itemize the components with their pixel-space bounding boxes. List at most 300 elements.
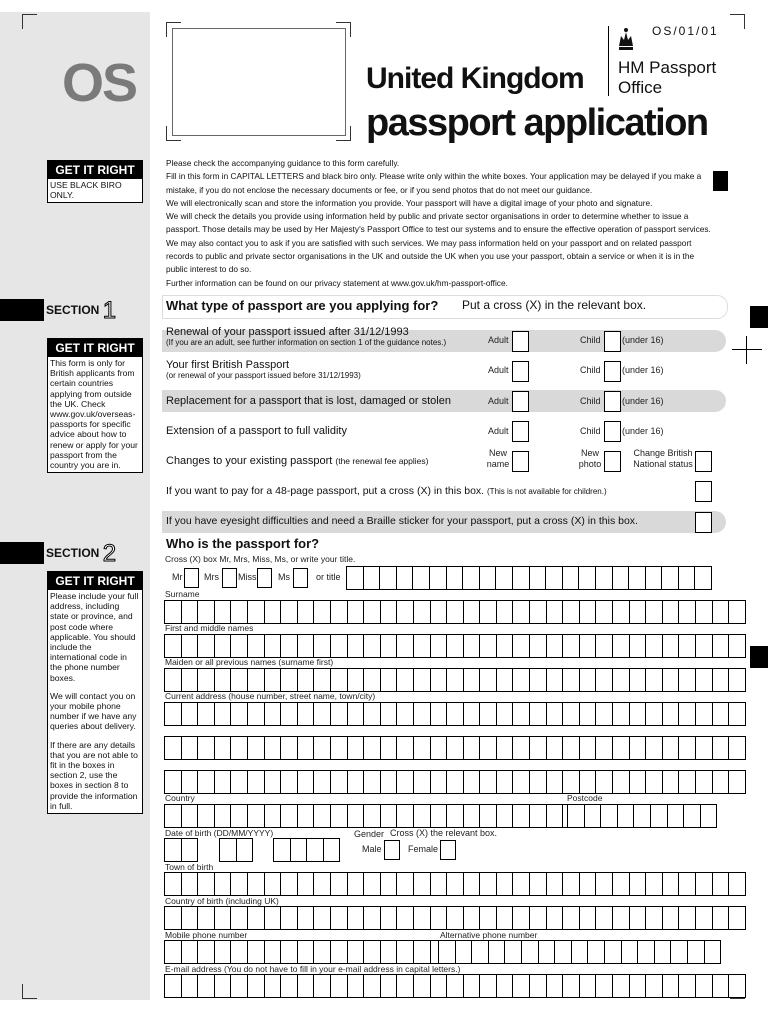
char-cell[interactable] [381, 669, 398, 691]
char-cell[interactable] [298, 941, 315, 963]
char-cell[interactable] [364, 703, 381, 725]
char-cell[interactable] [198, 805, 215, 827]
char-cell[interactable] [513, 737, 530, 759]
char-cell[interactable] [530, 873, 547, 895]
char-cell[interactable] [348, 975, 365, 997]
title-mr-checkbox[interactable] [184, 568, 199, 588]
char-cell[interactable] [464, 669, 481, 691]
char-cell[interactable] [364, 907, 381, 929]
char-cell[interactable] [646, 567, 663, 589]
char-cell[interactable] [414, 669, 431, 691]
char-cell[interactable] [547, 907, 564, 929]
char-cell[interactable] [646, 635, 663, 657]
char-cell[interactable] [381, 771, 398, 793]
char-cell[interactable] [314, 941, 331, 963]
char-cell[interactable] [513, 567, 530, 589]
char-cell[interactable] [348, 941, 365, 963]
char-cell[interactable] [248, 703, 265, 725]
char-cell[interactable] [596, 873, 613, 895]
char-cell[interactable] [198, 669, 215, 691]
char-cell[interactable] [182, 941, 199, 963]
char-cell[interactable] [248, 805, 265, 827]
char-cell[interactable] [298, 975, 315, 997]
char-cell[interactable] [265, 635, 282, 657]
char-cell[interactable] [439, 941, 456, 963]
first-adult-checkbox[interactable] [512, 361, 529, 382]
char-cell[interactable] [464, 635, 481, 657]
char-cell[interactable] [596, 737, 613, 759]
char-cell[interactable] [729, 737, 745, 759]
char-cell[interactable] [324, 839, 340, 861]
char-cell[interactable] [348, 873, 365, 895]
char-cell[interactable] [165, 635, 182, 657]
char-cell[interactable] [497, 635, 514, 657]
char-cell[interactable] [456, 941, 473, 963]
char-cell[interactable] [696, 771, 713, 793]
char-cell[interactable] [497, 669, 514, 691]
char-cell[interactable] [397, 737, 414, 759]
char-cell[interactable] [182, 839, 198, 861]
char-cell[interactable] [381, 703, 398, 725]
char-cell[interactable] [729, 703, 745, 725]
char-cell[interactable] [634, 805, 651, 827]
char-cell[interactable] [431, 669, 448, 691]
char-cell[interactable] [331, 873, 348, 895]
char-cell[interactable] [729, 635, 745, 657]
char-cell[interactable] [414, 907, 431, 929]
char-cell[interactable] [414, 601, 431, 623]
char-cell[interactable] [348, 805, 365, 827]
address-line-3-input[interactable] [164, 770, 746, 794]
char-cell[interactable] [668, 805, 685, 827]
char-cell[interactable] [547, 703, 564, 725]
char-cell[interactable] [265, 975, 282, 997]
char-cell[interactable] [215, 601, 232, 623]
char-cell[interactable] [580, 771, 597, 793]
char-cell[interactable] [547, 873, 564, 895]
char-cell[interactable] [563, 737, 580, 759]
char-cell[interactable] [480, 873, 497, 895]
char-cell[interactable] [671, 941, 688, 963]
char-cell[interactable] [613, 567, 630, 589]
char-cell[interactable] [348, 737, 365, 759]
char-cell[interactable] [563, 873, 580, 895]
char-cell[interactable] [215, 805, 232, 827]
char-cell[interactable] [613, 873, 630, 895]
char-cell[interactable] [165, 771, 182, 793]
char-cell[interactable] [497, 601, 514, 623]
char-cell[interactable] [464, 703, 481, 725]
char-cell[interactable] [414, 805, 431, 827]
char-cell[interactable] [713, 669, 730, 691]
char-cell[interactable] [314, 601, 331, 623]
char-cell[interactable] [198, 873, 215, 895]
char-cell[interactable] [215, 941, 232, 963]
char-cell[interactable] [513, 771, 530, 793]
char-cell[interactable] [397, 907, 414, 929]
char-cell[interactable] [613, 907, 630, 929]
char-cell[interactable] [215, 975, 232, 997]
char-cell[interactable] [585, 805, 602, 827]
char-cell[interactable] [464, 975, 481, 997]
char-cell[interactable] [281, 737, 298, 759]
char-cell[interactable] [248, 737, 265, 759]
char-cell[interactable] [472, 941, 489, 963]
char-cell[interactable] [281, 805, 298, 827]
char-cell[interactable] [231, 703, 248, 725]
char-cell[interactable] [397, 941, 414, 963]
char-cell[interactable] [248, 635, 265, 657]
char-cell[interactable] [679, 737, 696, 759]
char-cell[interactable] [281, 873, 298, 895]
maiden-names-input[interactable] [164, 668, 746, 692]
char-cell[interactable] [314, 669, 331, 691]
char-cell[interactable] [198, 601, 215, 623]
char-cell[interactable] [182, 771, 199, 793]
char-cell[interactable] [198, 771, 215, 793]
char-cell[interactable] [231, 941, 248, 963]
renewal-child-checkbox[interactable] [604, 331, 621, 352]
change-status-checkbox[interactable] [695, 451, 712, 472]
char-cell[interactable] [530, 805, 547, 827]
char-cell[interactable] [580, 737, 597, 759]
char-cell[interactable] [613, 771, 630, 793]
char-cell[interactable] [530, 669, 547, 691]
char-cell[interactable] [480, 703, 497, 725]
char-cell[interactable] [464, 907, 481, 929]
char-cell[interactable] [348, 635, 365, 657]
char-cell[interactable] [630, 907, 647, 929]
char-cell[interactable] [496, 567, 513, 589]
char-cell[interactable] [298, 635, 315, 657]
char-cell[interactable] [237, 839, 253, 861]
char-cell[interactable] [198, 635, 215, 657]
char-cell[interactable] [497, 737, 514, 759]
char-cell[interactable] [613, 669, 630, 691]
char-cell[interactable] [215, 737, 232, 759]
char-cell[interactable] [705, 941, 721, 963]
char-cell[interactable] [646, 873, 663, 895]
char-cell[interactable] [480, 737, 497, 759]
char-cell[interactable] [580, 873, 597, 895]
char-cell[interactable] [480, 635, 497, 657]
char-cell[interactable] [480, 975, 497, 997]
char-cell[interactable] [655, 941, 672, 963]
char-cell[interactable] [314, 635, 331, 657]
char-cell[interactable] [663, 601, 680, 623]
char-cell[interactable] [348, 771, 365, 793]
char-cell[interactable] [447, 635, 464, 657]
address-line-1-input[interactable] [164, 702, 746, 726]
char-cell[interactable] [713, 635, 730, 657]
char-cell[interactable] [298, 805, 315, 827]
title-miss-checkbox[interactable] [257, 568, 272, 588]
char-cell[interactable] [281, 771, 298, 793]
char-cell[interactable] [397, 635, 414, 657]
char-cell[interactable] [265, 873, 282, 895]
char-cell[interactable] [546, 567, 563, 589]
char-cell[interactable] [447, 567, 464, 589]
first-names-input[interactable] [164, 634, 746, 658]
char-cell[interactable] [630, 601, 647, 623]
char-cell[interactable] [547, 771, 564, 793]
char-cell[interactable] [231, 771, 248, 793]
char-cell[interactable] [198, 975, 215, 997]
char-cell[interactable] [314, 771, 331, 793]
char-cell[interactable] [198, 737, 215, 759]
char-cell[interactable] [505, 941, 522, 963]
char-cell[interactable] [630, 771, 647, 793]
char-cell[interactable] [331, 669, 348, 691]
char-cell[interactable] [397, 805, 414, 827]
char-cell[interactable] [265, 771, 282, 793]
char-cell[interactable] [596, 669, 613, 691]
char-cell[interactable] [613, 975, 630, 997]
male-checkbox[interactable] [384, 840, 400, 860]
char-cell[interactable] [480, 771, 497, 793]
char-cell[interactable] [513, 975, 530, 997]
char-cell[interactable] [596, 635, 613, 657]
char-cell[interactable] [348, 703, 365, 725]
char-cell[interactable] [165, 873, 182, 895]
char-cell[interactable] [530, 975, 547, 997]
char-cell[interactable] [314, 805, 331, 827]
char-cell[interactable] [696, 907, 713, 929]
char-cell[interactable] [198, 703, 215, 725]
char-cell[interactable] [679, 771, 696, 793]
char-cell[interactable] [182, 873, 199, 895]
char-cell[interactable] [397, 873, 414, 895]
char-cell[interactable] [414, 873, 431, 895]
char-cell[interactable] [713, 975, 730, 997]
char-cell[interactable] [563, 771, 580, 793]
char-cell[interactable] [298, 669, 315, 691]
char-cell[interactable] [480, 567, 497, 589]
char-cell[interactable] [165, 601, 182, 623]
char-cell[interactable] [414, 975, 431, 997]
char-cell[interactable] [431, 601, 448, 623]
char-cell[interactable] [331, 737, 348, 759]
char-cell[interactable] [198, 907, 215, 929]
char-cell[interactable] [497, 771, 514, 793]
char-cell[interactable] [215, 703, 232, 725]
char-cell[interactable] [696, 635, 713, 657]
char-cell[interactable] [298, 601, 315, 623]
char-cell[interactable] [307, 839, 324, 861]
char-cell[interactable] [331, 771, 348, 793]
char-cell[interactable] [696, 975, 713, 997]
char-cell[interactable] [431, 975, 448, 997]
char-cell[interactable] [580, 601, 597, 623]
char-cell[interactable] [231, 737, 248, 759]
char-cell[interactable] [729, 771, 745, 793]
char-cell[interactable] [651, 805, 668, 827]
extension-child-checkbox[interactable] [604, 421, 621, 442]
char-cell[interactable] [563, 567, 580, 589]
char-cell[interactable] [497, 703, 514, 725]
char-cell[interactable] [447, 669, 464, 691]
char-cell[interactable] [663, 737, 680, 759]
char-cell[interactable] [414, 737, 431, 759]
char-cell[interactable] [696, 703, 713, 725]
char-cell[interactable] [539, 941, 556, 963]
char-cell[interactable] [729, 975, 745, 997]
char-cell[interactable] [314, 975, 331, 997]
char-cell[interactable] [530, 567, 547, 589]
surname-input[interactable] [164, 600, 746, 624]
char-cell[interactable] [596, 975, 613, 997]
char-cell[interactable] [701, 805, 717, 827]
first-child-checkbox[interactable] [604, 361, 621, 382]
braille-checkbox[interactable] [695, 512, 712, 533]
char-cell[interactable] [729, 601, 745, 623]
char-cell[interactable] [165, 907, 182, 929]
char-cell[interactable] [713, 771, 730, 793]
char-cell[interactable] [397, 567, 414, 589]
dob-month-input[interactable] [219, 838, 253, 862]
char-cell[interactable] [638, 941, 655, 963]
char-cell[interactable] [663, 873, 680, 895]
char-cell[interactable] [281, 941, 298, 963]
char-cell[interactable] [231, 907, 248, 929]
char-cell[interactable] [530, 635, 547, 657]
char-cell[interactable] [729, 873, 745, 895]
char-cell[interactable] [248, 941, 265, 963]
char-cell[interactable] [497, 907, 514, 929]
char-cell[interactable] [630, 873, 647, 895]
char-cell[interactable] [182, 737, 199, 759]
char-cell[interactable] [513, 805, 530, 827]
char-cell[interactable] [580, 669, 597, 691]
char-cell[interactable] [695, 567, 711, 589]
char-cell[interactable] [729, 669, 745, 691]
replacement-child-checkbox[interactable] [604, 391, 621, 412]
char-cell[interactable] [547, 601, 564, 623]
char-cell[interactable] [696, 737, 713, 759]
char-cell[interactable] [431, 737, 448, 759]
char-cell[interactable] [364, 567, 381, 589]
char-cell[interactable] [414, 703, 431, 725]
char-cell[interactable] [198, 941, 215, 963]
postcode-input[interactable] [567, 804, 717, 828]
char-cell[interactable] [646, 771, 663, 793]
char-cell[interactable] [563, 601, 580, 623]
char-cell[interactable] [679, 907, 696, 929]
char-cell[interactable] [331, 601, 348, 623]
char-cell[interactable] [696, 601, 713, 623]
char-cell[interactable] [182, 635, 199, 657]
char-cell[interactable] [281, 975, 298, 997]
char-cell[interactable] [646, 737, 663, 759]
char-cell[interactable] [381, 907, 398, 929]
char-cell[interactable] [601, 805, 618, 827]
char-cell[interactable] [265, 907, 282, 929]
char-cell[interactable] [364, 941, 381, 963]
char-cell[interactable] [463, 567, 480, 589]
char-cell[interactable] [348, 907, 365, 929]
char-cell[interactable] [364, 601, 381, 623]
char-cell[interactable] [713, 873, 730, 895]
char-cell[interactable] [331, 975, 348, 997]
char-cell[interactable] [622, 941, 639, 963]
char-cell[interactable] [696, 873, 713, 895]
char-cell[interactable] [431, 635, 448, 657]
char-cell[interactable] [220, 839, 237, 861]
char-cell[interactable] [381, 805, 398, 827]
char-cell[interactable] [281, 907, 298, 929]
new-name-checkbox[interactable] [512, 451, 529, 472]
replacement-adult-checkbox[interactable] [512, 391, 529, 412]
char-cell[interactable] [572, 941, 589, 963]
char-cell[interactable] [563, 635, 580, 657]
char-cell[interactable] [480, 805, 497, 827]
char-cell[interactable] [547, 975, 564, 997]
char-cell[interactable] [563, 669, 580, 691]
char-cell[interactable] [530, 771, 547, 793]
char-cell[interactable] [480, 669, 497, 691]
dob-year-input[interactable] [273, 838, 340, 862]
char-cell[interactable] [713, 703, 730, 725]
char-cell[interactable] [215, 669, 232, 691]
title-ms-checkbox[interactable] [293, 568, 308, 588]
title-mrs-checkbox[interactable] [222, 568, 237, 588]
char-cell[interactable] [298, 771, 315, 793]
char-cell[interactable] [331, 907, 348, 929]
char-cell[interactable] [215, 771, 232, 793]
dob-day-input[interactable] [164, 838, 198, 862]
alt-phone-input[interactable] [438, 940, 721, 964]
char-cell[interactable] [215, 635, 232, 657]
char-cell[interactable] [364, 805, 381, 827]
page48-checkbox[interactable] [695, 481, 712, 502]
char-cell[interactable] [646, 975, 663, 997]
char-cell[interactable] [447, 805, 464, 827]
char-cell[interactable] [513, 669, 530, 691]
char-cell[interactable] [231, 669, 248, 691]
char-cell[interactable] [165, 737, 182, 759]
char-cell[interactable] [182, 907, 199, 929]
char-cell[interactable] [364, 771, 381, 793]
extension-adult-checkbox[interactable] [512, 421, 529, 442]
char-cell[interactable] [480, 907, 497, 929]
char-cell[interactable] [265, 601, 282, 623]
char-cell[interactable] [281, 601, 298, 623]
char-cell[interactable] [298, 737, 315, 759]
char-cell[interactable] [630, 737, 647, 759]
char-cell[interactable] [679, 703, 696, 725]
country-birth-input[interactable] [164, 906, 746, 930]
char-cell[interactable] [248, 669, 265, 691]
char-cell[interactable] [696, 669, 713, 691]
char-cell[interactable] [605, 941, 622, 963]
char-cell[interactable] [679, 669, 696, 691]
char-cell[interactable] [513, 873, 530, 895]
char-cell[interactable] [646, 703, 663, 725]
char-cell[interactable] [713, 601, 730, 623]
char-cell[interactable] [729, 907, 745, 929]
char-cell[interactable] [364, 737, 381, 759]
char-cell[interactable] [381, 601, 398, 623]
mobile-input[interactable] [164, 940, 447, 964]
char-cell[interactable] [630, 975, 647, 997]
char-cell[interactable] [563, 703, 580, 725]
email-input[interactable] [164, 974, 746, 998]
char-cell[interactable] [646, 601, 663, 623]
char-cell[interactable] [447, 907, 464, 929]
char-cell[interactable] [684, 805, 701, 827]
char-cell[interactable] [215, 907, 232, 929]
female-checkbox[interactable] [440, 840, 456, 860]
